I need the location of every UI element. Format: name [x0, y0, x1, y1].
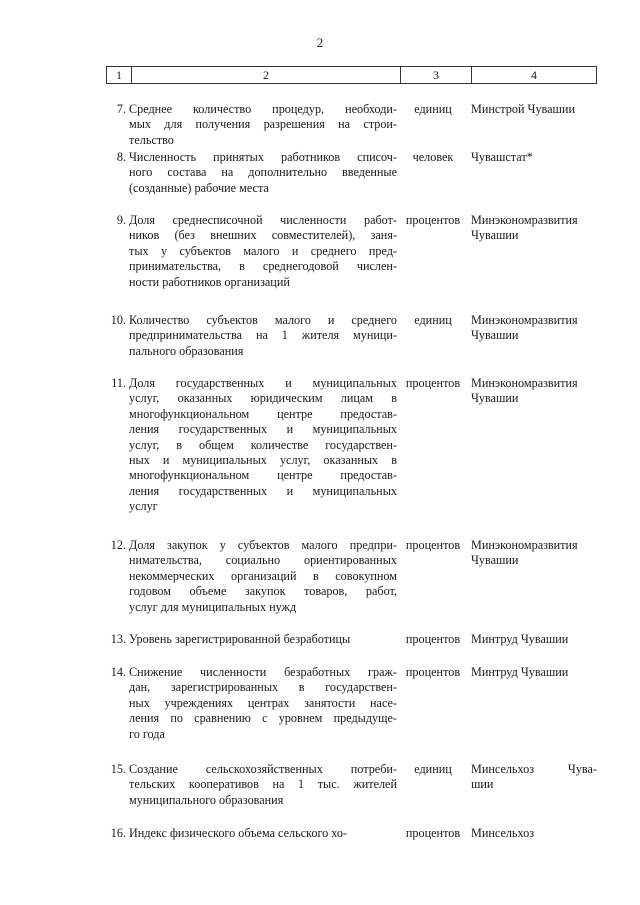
indicator-description — [129, 376, 397, 515]
description-line: дан, зарегистрированных в государствен- — [129, 680, 397, 695]
indicator-description — [129, 632, 397, 647]
description-line: пального образования — [129, 343, 244, 358]
unit-of-measure: процентов — [405, 213, 461, 227]
unit-of-measure: процентов — [405, 632, 461, 646]
agency-line: Чувашии — [471, 228, 519, 243]
column-header-table — [106, 66, 597, 84]
row-number: 9. — [116, 213, 126, 227]
unit-of-measure: единиц — [414, 102, 452, 116]
agency-line: Чувашии — [471, 553, 519, 568]
agency-line: Минэкономразвития — [471, 538, 578, 552]
indicator-description — [129, 102, 397, 148]
agency-line: Минтруд Чувашии — [471, 632, 569, 646]
agency-line: Минсельхоз Чува- — [471, 762, 597, 776]
description-line: Снижение численности безработных граж- — [129, 665, 397, 679]
responsible-agency — [471, 538, 597, 569]
description-line: Уровень зарегистрированной безработицы — [129, 632, 351, 646]
responsible-agency — [471, 376, 597, 407]
description-line: ления государственных и муниципальных — [129, 483, 397, 498]
description-line: тельство — [129, 132, 174, 147]
row-number: 11. — [111, 376, 126, 390]
responsible-agency — [471, 826, 597, 841]
agency-line: Минэкономразвития — [471, 376, 578, 390]
indicator-description — [129, 762, 397, 808]
agency-line: Чувашии — [471, 391, 519, 406]
responsible-agency — [471, 632, 597, 647]
indicator-description — [129, 213, 397, 290]
unit-of-measure: процентов — [405, 665, 461, 679]
description-line: услуг, в общем количестве государствен- — [129, 437, 397, 452]
description-line: тых у субъектов малого и среднего пред- — [129, 243, 397, 258]
responsible-agency — [471, 313, 597, 344]
indicator-description — [129, 313, 397, 359]
description-line: ных учреждениях центрах занятости насе- — [129, 695, 397, 710]
description-line: муниципального образования — [129, 792, 284, 807]
agency-line: Минсельхоз — [471, 826, 535, 840]
description-line: услуг — [129, 499, 158, 514]
responsible-agency — [471, 150, 597, 165]
description-line: Доля закупок у субъектов малого предпри- — [129, 538, 397, 552]
row-number: 12. — [110, 538, 126, 552]
description-line: принимательства, в среднегодовой числен- — [129, 259, 397, 274]
responsible-agency — [471, 762, 597, 793]
responsible-agency — [471, 102, 597, 117]
description-line: некоммерческих организаций в совокупном — [129, 568, 397, 583]
description-line: го года — [129, 726, 165, 741]
description-line: услуг, оказанных юридическим лицам в — [129, 391, 397, 406]
responsible-agency — [471, 665, 597, 680]
page-number: 2 — [316, 35, 324, 50]
row-number: 10. — [110, 313, 126, 327]
agency-line: Чувашии — [471, 328, 519, 343]
description-line: тельских кооперативов на 1 тыс. жителей — [129, 777, 397, 792]
description-line: мых для получения разрешения на строи- — [129, 117, 397, 132]
row-number: 8. — [116, 150, 126, 164]
responsible-agency — [471, 213, 597, 244]
description-line: нимательства, социально ориентированных — [129, 553, 397, 568]
indicator-description — [129, 826, 397, 841]
agency-line: Минтруд Чувашии — [471, 665, 569, 679]
description-line: Доля среднесписочной численности работ- — [129, 213, 397, 227]
description-line: предпринимательства на 1 жителя муници- — [129, 328, 397, 343]
description-line: ных и муниципальных услуг, оказанных в — [129, 453, 397, 468]
description-line: ников (без внешних совместителей), заня- — [129, 228, 397, 243]
indicator-description — [129, 665, 397, 742]
agency-line: Минэкономразвития — [471, 313, 578, 327]
description-line: Количество субъектов малого и среднего — [129, 313, 397, 327]
row-number: 7. — [116, 102, 126, 116]
unit-of-measure: единиц — [414, 313, 452, 327]
column-header-2: 2 — [132, 67, 401, 84]
agency-line: Минстрой Чувашии — [471, 102, 575, 116]
indicator-description — [129, 538, 397, 615]
description-line: многофункциональном центре предостав- — [129, 406, 397, 421]
agency-line: Чувашстат* — [471, 150, 533, 164]
description-line: годовом объеме закупок товаров, работ, — [129, 584, 397, 599]
row-number: 14. — [110, 665, 126, 679]
column-header-4: 4 — [472, 67, 597, 84]
column-header-1: 1 — [107, 67, 132, 84]
description-line: (созданные) рабочие места — [129, 180, 269, 195]
description-line: Численность принятых работников списоч- — [129, 150, 397, 164]
description-line: ления государственных и муниципальных — [129, 422, 397, 437]
description-line: Доля государственных и муниципальных — [129, 376, 397, 390]
unit-of-measure: процентов — [405, 376, 461, 390]
description-line: ления по сравнению с уровнем предыдуще- — [129, 711, 397, 726]
row-number: 16. — [110, 826, 126, 840]
description-line: Среднее количество процедур, необходи- — [129, 102, 397, 116]
row-number: 13. — [110, 632, 126, 646]
description-line: Индекс физического объема сельского хо- — [129, 826, 348, 840]
unit-of-measure: процентов — [405, 826, 461, 840]
row-number: 15. — [110, 762, 126, 776]
description-line: ности работников организаций — [129, 274, 290, 289]
column-header-3: 3 — [401, 67, 472, 84]
description-line: ного состава на дополнительно введенные — [129, 165, 397, 180]
unit-of-measure: человек — [412, 150, 454, 164]
description-line: Создание сельскохозяйственных потреби- — [129, 762, 397, 776]
description-line: многофункциональном центре предостав- — [129, 468, 397, 483]
unit-of-measure: процентов — [405, 538, 461, 552]
description-line: услуг для муниципальных нужд — [129, 599, 297, 614]
unit-of-measure: единиц — [414, 762, 452, 776]
indicator-description — [129, 150, 397, 196]
agency-line: шии — [471, 777, 494, 792]
agency-line: Минэкономразвития — [471, 213, 578, 227]
